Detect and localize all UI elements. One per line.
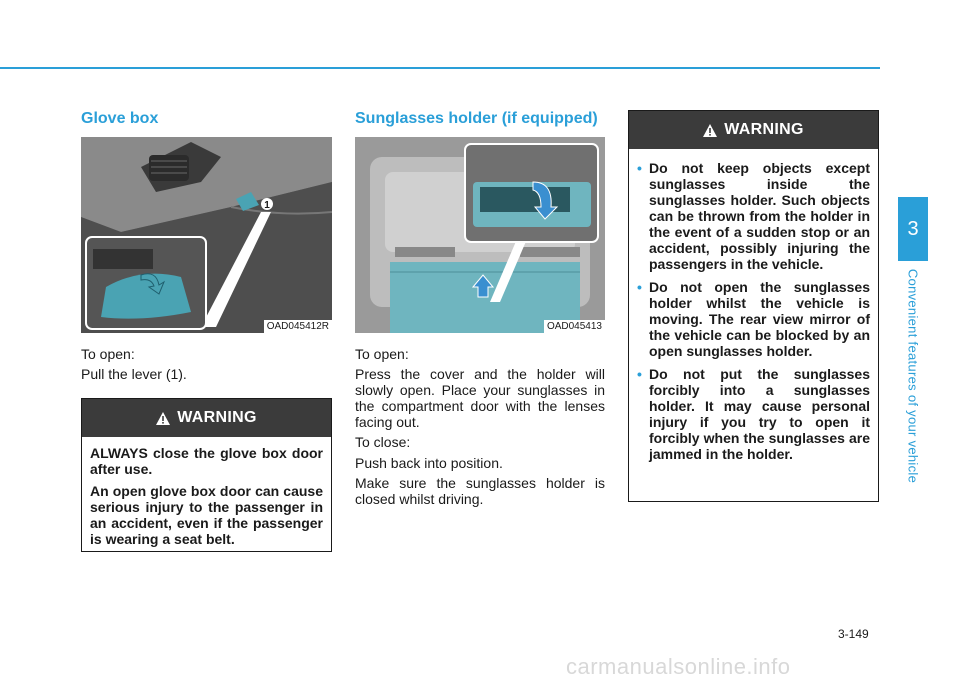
warning-item-text: Do not open the sunglasses holder whilst the vehicle is moving. The rear view mirror of the vehicle can be blocked by an open sunglasses holder.	[649, 279, 870, 359]
glove-box-illustration	[81, 137, 332, 333]
sunglasses-para-4: Push back into position.	[355, 455, 503, 471]
warning-header-label: WARNING	[177, 409, 257, 426]
sunglasses-warning	[628, 110, 879, 502]
warning-list-item	[637, 160, 870, 272]
warning-list-item	[637, 279, 870, 359]
header-rule	[0, 67, 880, 69]
sunglasses-figure	[355, 137, 605, 333]
warning-header-label: WARNING	[724, 121, 804, 138]
callout-number: 1	[264, 200, 270, 211]
glove-box-para-1: To open:	[81, 346, 135, 362]
sunglasses-illustration	[355, 137, 605, 333]
figure-code: OAD045412R	[264, 320, 332, 333]
bullet-icon: •	[637, 160, 642, 176]
warning-item-text: Do not put the sunglasses forcibly into a sunglasses holder. It may cause personal injury if you try to open it forcibly when the sunglasses are jammed in the holder.	[649, 366, 870, 462]
warning-list-item	[637, 366, 870, 462]
chapter-number: 3	[907, 217, 919, 240]
bullet-icon: •	[637, 279, 642, 295]
glove-box-title: Glove box	[81, 110, 159, 127]
glove-box-figure	[81, 137, 332, 333]
chapter-title: Convenient features of your vehicle	[905, 268, 921, 484]
sunglasses-para-5: Make sure the sunglasses holder is closed whilst driving.	[355, 475, 605, 507]
warning-triangle-icon	[156, 412, 170, 425]
chapter-tab	[898, 197, 928, 261]
watermark: carmanualsonline.info	[566, 654, 791, 679]
warning-text: ALWAYS close the glove box door after use.	[90, 445, 323, 477]
page-number: 3-149	[838, 627, 869, 641]
warning-triangle-icon	[703, 124, 717, 137]
glove-box-para-2: Pull the lever (1).	[81, 366, 187, 382]
warning-header	[629, 111, 878, 149]
sunglasses-para-2: Press the cover and the holder will slowly open. Place your sunglasses in the compartment door with the lenses facing out.	[355, 366, 605, 430]
sunglasses-holder-title: Sunglasses holder (if equipped)	[355, 110, 598, 127]
figure-code: OAD045413	[544, 320, 605, 333]
warning-text: An open glove box door can cause serious injury to the passenger in an accident, even if the passenger is wearing a seat belt.	[90, 483, 323, 547]
bullet-icon: •	[637, 366, 642, 382]
glove-box-warning	[81, 398, 332, 552]
warning-header	[82, 399, 331, 437]
sunglasses-para-3: To close:	[355, 434, 411, 450]
sunglasses-para-1: To open:	[355, 346, 409, 362]
warning-item-text: Do not keep objects except sunglasses inside the sunglasses holder. Such objects can be thrown from the holder in the event of a sudden stop or an accident, possibly injuring the passengers in the vehicle.	[649, 160, 870, 272]
